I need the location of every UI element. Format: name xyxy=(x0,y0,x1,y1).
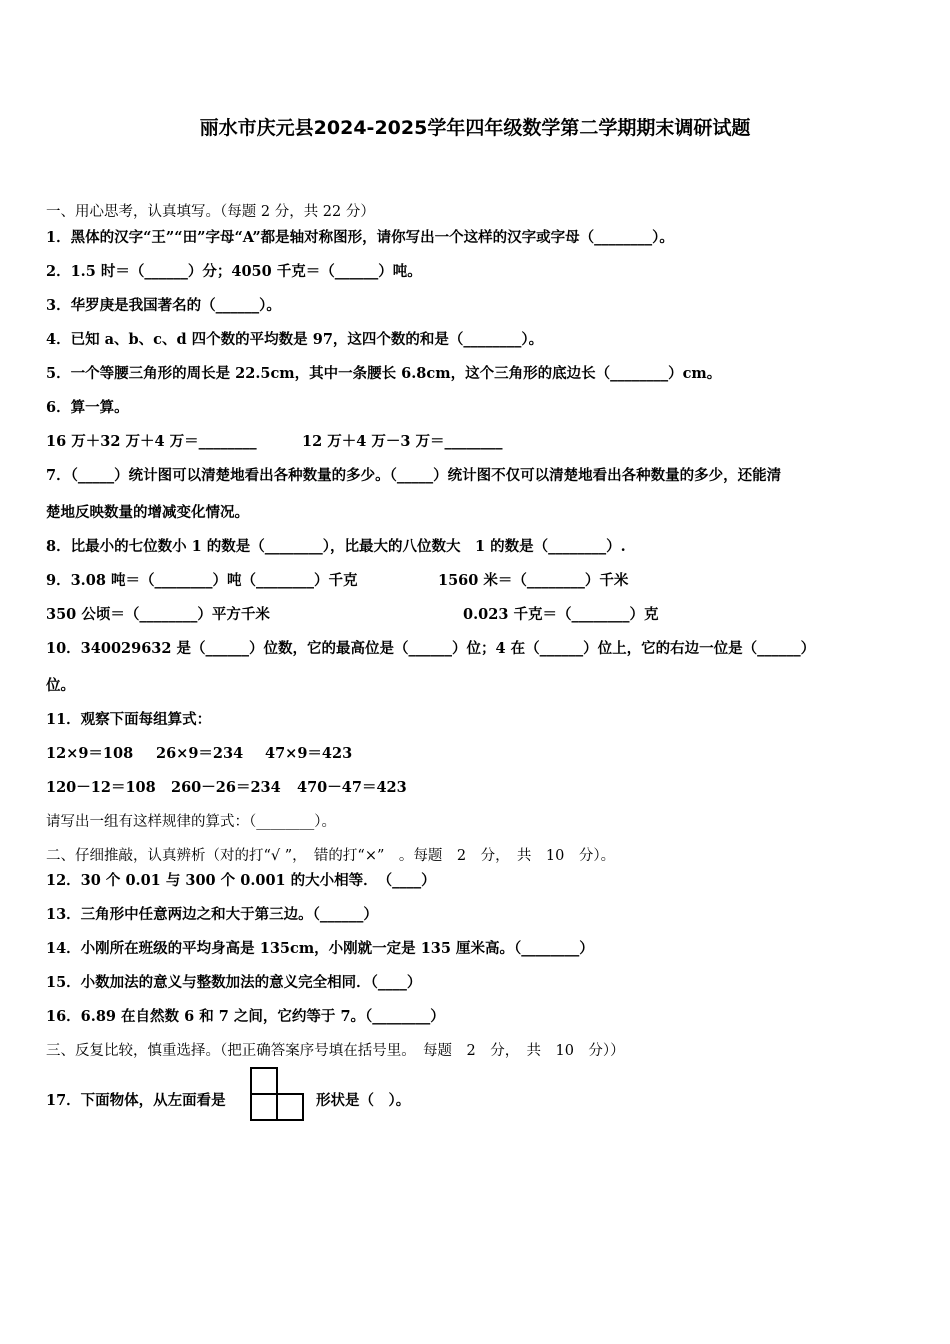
question-12: 12．30 个 0.01 与 300 个 0.001 的大小相等． （____） xyxy=(46,872,436,889)
figure-square-bottom-right xyxy=(276,1093,304,1121)
question-11-row-1 xyxy=(46,744,546,764)
question-2: 2．1.5 时＝（______）分；4050 千克＝（______）吨。 xyxy=(46,263,422,280)
question-11: 11．观察下面每组算式： xyxy=(46,711,212,728)
question-9-item-c: 350 公顷＝（________）平方千米 xyxy=(46,606,270,623)
question-16: 16．6.89 在自然数 6 和 7 之间，它约等于 7。（________） xyxy=(46,1008,445,1025)
question-4: 4．已知 a、b、c、d 四个数的平均数是 97，这四个数的和是（________）。 xyxy=(46,331,544,348)
figure-square-bottom-left xyxy=(250,1093,278,1121)
equation: 120－12＝108 xyxy=(46,779,156,796)
question-9-item-a: 9．3.08 吨＝（________）吨（________）千克 xyxy=(46,572,358,589)
question-17 xyxy=(46,1091,446,1111)
question-7-line-2: 楚地反映数量的增减变化情况。 xyxy=(46,504,249,521)
question-10-line-1: 10．340029632 是（______）位数，它的最高位是（______）位；4 在（______）位上，它的右边一位是（______） xyxy=(46,640,816,657)
question-6-items xyxy=(46,432,746,452)
question-11-row-2 xyxy=(46,778,546,798)
cube-view-figure xyxy=(250,1067,306,1121)
question-5: 5．一个等腰三角形的周长是 22.5cm，其中一条腰长 6.8cm，这个三角形的底边长（________）cm。 xyxy=(46,365,722,382)
figure-square-top xyxy=(250,1067,278,1095)
question-9-row-1 xyxy=(46,571,746,591)
question-14: 14．小刚所在班级的平均身高是 135cm，小刚就一定是 135 厘米高。（________） xyxy=(46,940,594,957)
question-9-row-2 xyxy=(46,605,746,625)
question-6: 6．算一算。 xyxy=(46,399,129,416)
page-title: 丽水市庆元县2024-2025学年四年级数学第二学期期末调研试题 xyxy=(199,117,751,139)
equation: 26×9＝234 xyxy=(156,745,244,762)
section-2-heading: 二、仔细推敲，认真辨析（对的打“√ ”， 错的打“×” 。每题 2 分， 共 10 分）。 xyxy=(46,848,616,864)
question-6-item-b: 12 万＋4 万－3 万＝________ xyxy=(302,433,503,450)
question-13: 13．三角形中任意两边之和大于第三边。（______） xyxy=(46,906,378,923)
equation: 12×9＝108 xyxy=(46,745,134,762)
section-1-heading: 一、用心思考，认真填写。（每题 2 分，共 22 分） xyxy=(46,204,375,220)
equation: 47×9＝423 xyxy=(265,745,353,762)
question-15: 15．小数加法的意义与整数加法的意义完全相同．（____） xyxy=(46,974,422,991)
question-9-item-d: 0.023 千克＝（________）克 xyxy=(463,606,659,623)
section-3-heading: 三、反复比较，慎重选择。（把正确答案序号填在括号里。 每题 2 分， 共 10 分）） xyxy=(46,1043,625,1059)
question-17-text-before: 17．下面物体，从左面看是 xyxy=(46,1092,226,1109)
question-9-item-b: 1560 米＝（________）千米 xyxy=(438,572,629,589)
equation: 470－47＝423 xyxy=(297,779,407,796)
question-11-prompt: 请写出一组有这样规律的算式：（________）。 xyxy=(46,814,336,830)
question-7-line-1: 7．（_____）统计图可以清楚地看出各种数量的多少。（_____）统计图不仅可以清楚地看出各种数量的多少，还能清 xyxy=(46,467,782,484)
equation: 260－26＝234 xyxy=(171,779,281,796)
question-8: 8．比最小的七位数小 1 的数是（________），比最大的八位数大 1 的数是（________）. xyxy=(46,538,626,555)
question-10-line-2: 位。 xyxy=(46,677,75,694)
question-3: 3．华罗庚是我国著名的（______）。 xyxy=(46,297,281,314)
question-1: 1．黑体的汉字“王”“田”字母“A”都是轴对称图形，请你写出一个这样的汉字或字母（________）。 xyxy=(46,229,674,246)
question-17-text-after: 形状是（ ）。 xyxy=(316,1092,411,1109)
question-6-item-a: 16 万＋32 万＋4 万＝________ xyxy=(46,433,257,450)
